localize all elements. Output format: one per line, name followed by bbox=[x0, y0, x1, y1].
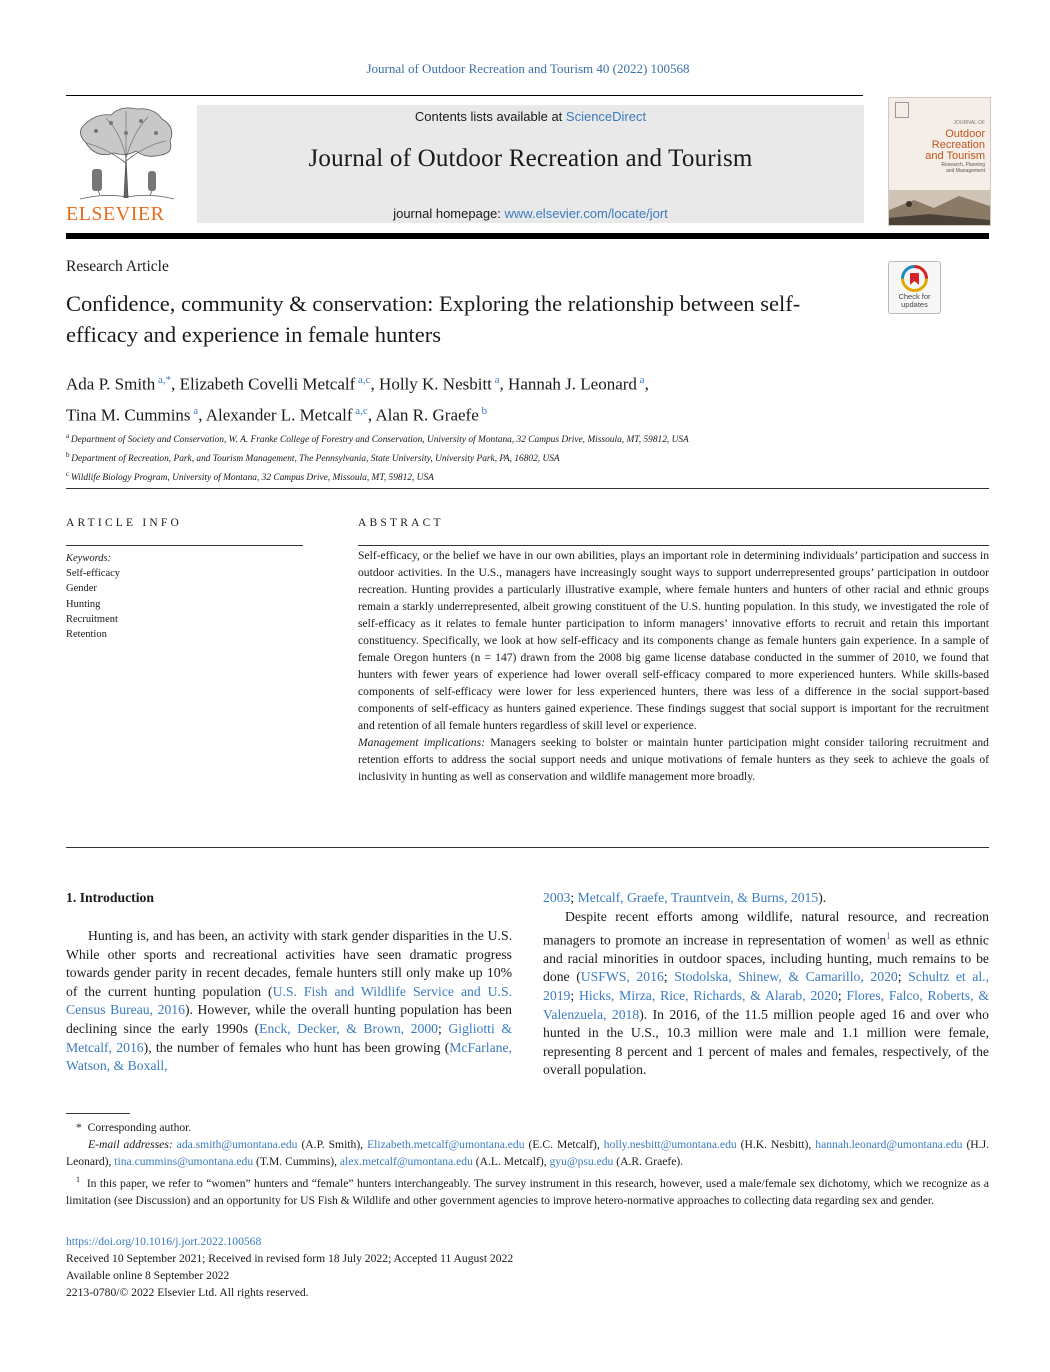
homepage-link[interactable]: www.elsevier.com/locate/jort bbox=[504, 206, 668, 221]
footnote-1 bbox=[66, 1171, 989, 1209]
author-separator: , bbox=[171, 374, 180, 394]
intro-right-column bbox=[543, 908, 989, 1080]
email-link[interactable]: gyu@psu.edu bbox=[549, 1155, 614, 1169]
email-owner: (A.P. Smith), bbox=[297, 1138, 368, 1152]
publisher-wordmark: ELSEVIER bbox=[66, 203, 165, 225]
paragraph-text: ; bbox=[570, 890, 578, 905]
contents-prefix: Contents lists available at bbox=[414, 109, 566, 124]
email-label: E-mail addresses: bbox=[88, 1138, 177, 1152]
cover-line5: Research, Planning bbox=[941, 162, 985, 168]
sciencedirect-link[interactable]: ScienceDirect bbox=[565, 109, 647, 124]
footnote-rule bbox=[66, 1113, 130, 1114]
abstract-body bbox=[358, 547, 989, 785]
author-separator: , bbox=[367, 405, 376, 425]
homepage-line bbox=[197, 206, 864, 221]
paragraph-text: ). bbox=[818, 890, 827, 905]
affiliation-mark: c bbox=[66, 470, 71, 479]
keywords-block bbox=[66, 551, 120, 642]
paragraph-text: ), the number of females who hunt has been growing ( bbox=[143, 1039, 450, 1055]
paragraph-text: ; bbox=[438, 1020, 449, 1036]
keyword-item: Self-efficacy bbox=[66, 568, 121, 580]
journal-cover[interactable] bbox=[888, 97, 991, 226]
management-text: Managers seeking to bolster or maintain hunter participation might consider tailoring recruitment and retention efforts to address the social support needs and unique motivations of female hunters as they seek to achieve the goals of inclusivity in hunting as well as conservation and wildlife management more broadly. bbox=[358, 736, 989, 783]
cover-line6: and Management bbox=[946, 168, 985, 174]
cover-line4: and Tourism bbox=[925, 150, 985, 162]
author-affiliation-mark[interactable]: a,c bbox=[352, 404, 368, 417]
paragraph-text: ; bbox=[837, 987, 847, 1003]
author-separator: , bbox=[499, 374, 509, 394]
footnotes bbox=[66, 1119, 989, 1209]
abstract-bottom-rule bbox=[66, 847, 989, 848]
citation-link[interactable]: U.S. Fish and Wildlife Service and U.S. Census Bureau, 2016 bbox=[66, 983, 512, 1018]
publication-info bbox=[66, 1233, 513, 1301]
email-link[interactable]: alex.metcalf@umontana.edu bbox=[339, 1155, 473, 1169]
cover-line1: JOURNAL OF bbox=[953, 120, 985, 126]
keywords-label: Keywords: bbox=[66, 553, 112, 564]
intro-right-column-top bbox=[543, 889, 989, 908]
affiliation-item bbox=[66, 467, 966, 486]
footnote-1-mark: 1 bbox=[76, 1174, 80, 1184]
author-affiliation-mark[interactable]: a,c bbox=[355, 374, 371, 386]
author-name[interactable]: Tina M. Cummins bbox=[66, 405, 191, 425]
paragraph-text: ; bbox=[897, 969, 909, 985]
cover-line2: Outdoor bbox=[945, 128, 985, 140]
affiliation-list bbox=[66, 429, 966, 486]
journal-reference[interactable]: Journal of Outdoor Recreation and Tourism 40 (2022) 100568 bbox=[366, 61, 690, 76]
badge-line1: Check for bbox=[898, 292, 931, 301]
homepage-prefix: journal homepage: bbox=[393, 206, 505, 221]
footnote-ref[interactable]: 1 bbox=[886, 930, 891, 941]
email-owner: (E.C. Metcalf), bbox=[524, 1138, 604, 1152]
management-implications bbox=[358, 734, 989, 785]
author-name[interactable]: Alan R. Graefe bbox=[375, 405, 479, 425]
check-for-updates-button[interactable] bbox=[888, 261, 941, 314]
header-thick-rule bbox=[66, 233, 989, 239]
citation-link[interactable]: Enck, Decker, & Brown, 2000 bbox=[259, 1020, 439, 1036]
email-owner: (A.R. Graefe). bbox=[613, 1155, 684, 1169]
footnote-1-text: In this paper, we refer to “women” hunters and “female” hunters interchangeably. The survey instrument in this research, however, used a male/female sex dichotomy, which we recognize as a limitation (see Discussion) and an opportunity for US Fish & Wildlife and other government agencies to improve hetero-normative approaches to collecting data regarding sex and gender. bbox=[66, 1176, 990, 1207]
author-affiliation-mark[interactable]: b bbox=[478, 404, 487, 417]
paragraph-text: ). In 2016, of the 11.5 million people aged 16 and over who hunted in the U.S., 10.3 million were male and 1.1 million were female, representing 8 percent and 1 percent of males and females, respectively, of the overall population. bbox=[543, 1006, 989, 1078]
available-online: Available online 8 September 2022 bbox=[66, 1269, 230, 1282]
email-owner: (H.K. Nesbitt), bbox=[736, 1138, 816, 1152]
author-separator: , bbox=[370, 374, 380, 394]
abstract-text: Self-efficacy, or the belief we have in our own abilities, plays an important role in determining individuals’ participation and success in outdoor activities. In the U.S., managers have increasingly sought ways to support underrepresented groups’ participation in outdoor recreation. Hunting provides a particularly illustrative example, where female hunters and hunters of other racial and ethnic groups remain a starkly underrepresented, albeit growing constituent of the U.S. hunting population. In this study, we investigated the role of self-efficacy as it relates to female hunter participation to inform managers’ innovative efforts to recruit and retain this important constituency. Specifically, we look at how self-efficacy and its components change as female hunters gain experience. In a sample of female Oregon hunters (n = 147) drawn from the 2008 big game license database conducted in the summer of 2010, we found that hunters with fewer years of experience had lower overall self-efficacy compared to more experienced hunters. While skills-based components of self-efficacy were lower for less experienced hunters, there was less of a difference in the social support-based components of self-efficacy as hunters gained experience. These findings suggest that social support is important for the recruitment and retention of all female hunters regardless of skill level or experience. bbox=[358, 549, 989, 732]
received-dates: Received 10 September 2021; Received in revised form 18 July 2022; Accepted 11 August 2022 bbox=[66, 1252, 514, 1265]
intro-left-column bbox=[66, 927, 512, 1076]
paragraph-text: Hunting is, and has been, an activity with stark gender disparities in the U.S. While other sports and recreational activities have seen dramatic progress towards gender parity in recent decades, female hunters still only make up 10% of the current hunting population ( bbox=[66, 928, 512, 999]
corresponding-text: Corresponding author. bbox=[87, 1121, 192, 1134]
abstract-rule bbox=[358, 545, 989, 546]
author-affiliation-mark[interactable]: a bbox=[491, 374, 500, 386]
affiliation-mark: b bbox=[66, 451, 72, 460]
cover-line3: Recreation bbox=[931, 139, 985, 151]
journal-banner bbox=[197, 105, 864, 223]
paragraph-text: Despite recent efforts among wildlife, natural resource, and recreation managers to promote an increase in representation of women bbox=[543, 909, 989, 948]
abstract-heading: ABSTRACT bbox=[358, 517, 444, 529]
contents-line bbox=[197, 109, 864, 124]
keyword-item: Hunting bbox=[66, 598, 101, 610]
email-owner: (H.J. Leonard), bbox=[66, 1138, 989, 1169]
affiliation-text: Department of Society and Conservation, W. A. Franke College of Forestry and Conservation, University of Montana, 32 Campus Drive, Missoula, MT, 59812, USA bbox=[70, 435, 689, 446]
cover-logo-icon bbox=[895, 102, 909, 118]
management-label: Management implications: bbox=[358, 736, 485, 749]
author-name[interactable]: Elizabeth Covelli Metcalf bbox=[179, 374, 356, 394]
paragraph-text: as well as ethnic and racial minorities in outdoor spaces, including hunting, much remains to be done ( bbox=[543, 932, 989, 985]
paragraph-text: ). However, while the overall hunting population has been declining since the early 1990s ( bbox=[66, 1002, 513, 1036]
author-affiliation-mark[interactable]: a,* bbox=[155, 374, 172, 386]
article-type: Research Article bbox=[66, 258, 169, 275]
check-updates-icon bbox=[901, 265, 928, 292]
citation-link[interactable]: McFarlane, Watson, & Boxall, bbox=[66, 1039, 512, 1074]
email-link[interactable]: holly.nesbitt@umontana.edu bbox=[603, 1138, 737, 1152]
author-name[interactable]: Hannah J. Leonard bbox=[508, 374, 637, 394]
paragraph-text: ; bbox=[570, 987, 579, 1003]
affiliation-item bbox=[66, 429, 966, 448]
keyword-item: Gender bbox=[66, 583, 97, 595]
citation-link[interactable]: Hicks, Mirza, Rice, Richards, & Alarab, 2020 bbox=[579, 987, 838, 1003]
citation-link[interactable]: Flores, Falco, Roberts, & Valenzuela, 2018 bbox=[543, 987, 990, 1022]
info-top-rule bbox=[66, 488, 989, 489]
citation-link[interactable]: Stodolska, Shinew, & Camarillo, 2020 bbox=[674, 969, 898, 985]
citation-link[interactable]: 2003 bbox=[543, 890, 571, 905]
citation-link[interactable]: Gigliotti & Metcalf, 2016 bbox=[66, 1020, 512, 1055]
email-link[interactable]: tina.cummins@umontana.edu bbox=[114, 1155, 254, 1169]
affiliation-mark: a bbox=[66, 432, 71, 440]
author-affiliation-mark[interactable]: a bbox=[636, 374, 645, 386]
copyright: 2213-0780/© 2022 Elsevier Ltd. All rights reserved. bbox=[66, 1286, 309, 1299]
email-owner: (A.L. Metcalf), bbox=[472, 1155, 550, 1169]
keyword-item: Retention bbox=[66, 629, 107, 641]
elsevier-logo[interactable] bbox=[66, 103, 186, 227]
author-name[interactable]: Alexander L. Metcalf bbox=[205, 405, 353, 425]
email-link[interactable]: Elizabeth.metcalf@umontana.edu bbox=[367, 1138, 525, 1152]
keyword-item: Recruitment bbox=[66, 613, 118, 625]
affiliation-text: Department of Recreation, Park, and Tourism Management, The Pennsylvania, State University, University Park, PA, 16802, USA bbox=[71, 454, 560, 465]
author-list bbox=[66, 367, 946, 428]
author-separator: , bbox=[644, 374, 649, 394]
email-note bbox=[66, 1136, 989, 1170]
paragraph-text: ; bbox=[663, 969, 675, 985]
citation-link[interactable]: USFWS, 2016 bbox=[580, 969, 664, 985]
article-info-rule bbox=[66, 545, 303, 546]
article-info-heading: ARTICLE INFO bbox=[66, 517, 182, 529]
email-owner: (T.M. Cummins), bbox=[253, 1155, 340, 1169]
author-name[interactable]: Ada P. Smith bbox=[66, 374, 156, 394]
corresponding-note bbox=[66, 1119, 989, 1136]
author-affiliation-mark[interactable]: a bbox=[190, 404, 199, 417]
cover-landscape-icon bbox=[889, 190, 990, 225]
header-top-rule bbox=[66, 95, 863, 96]
tree-icon bbox=[66, 103, 186, 203]
email-link[interactable]: hannah.leonard@umontana.edu bbox=[815, 1138, 963, 1152]
affiliation-item bbox=[66, 448, 966, 467]
citation-link[interactable]: Metcalf, Graefe, Trauntvein, & Burns, 2015 bbox=[577, 890, 819, 905]
asterisk-mark: * bbox=[76, 1121, 88, 1134]
citation-link[interactable]: Schultz et al., 2019 bbox=[543, 969, 990, 1003]
section-heading-introduction: 1. Introduction bbox=[66, 890, 154, 905]
journal-title: Journal of Outdoor Recreation and Tourism bbox=[308, 145, 753, 172]
badge-line2: updates bbox=[901, 300, 928, 309]
affiliation-text: Wildlife Biology Program, University of Montana, 32 Campus Drive, Missoula, MT, 59812, USA bbox=[70, 473, 434, 484]
author-separator: , bbox=[198, 405, 206, 425]
doi-link[interactable]: https://doi.org/10.1016/j.jort.2022.100568 bbox=[66, 1235, 262, 1248]
author-name[interactable]: Holly K. Nesbitt bbox=[379, 374, 492, 394]
article-title: Confidence, community & conservation: Exploring the relationship between self-efficacy and experience in female hunters bbox=[66, 291, 801, 347]
email-link[interactable]: ada.smith@umontana.edu bbox=[176, 1138, 298, 1152]
